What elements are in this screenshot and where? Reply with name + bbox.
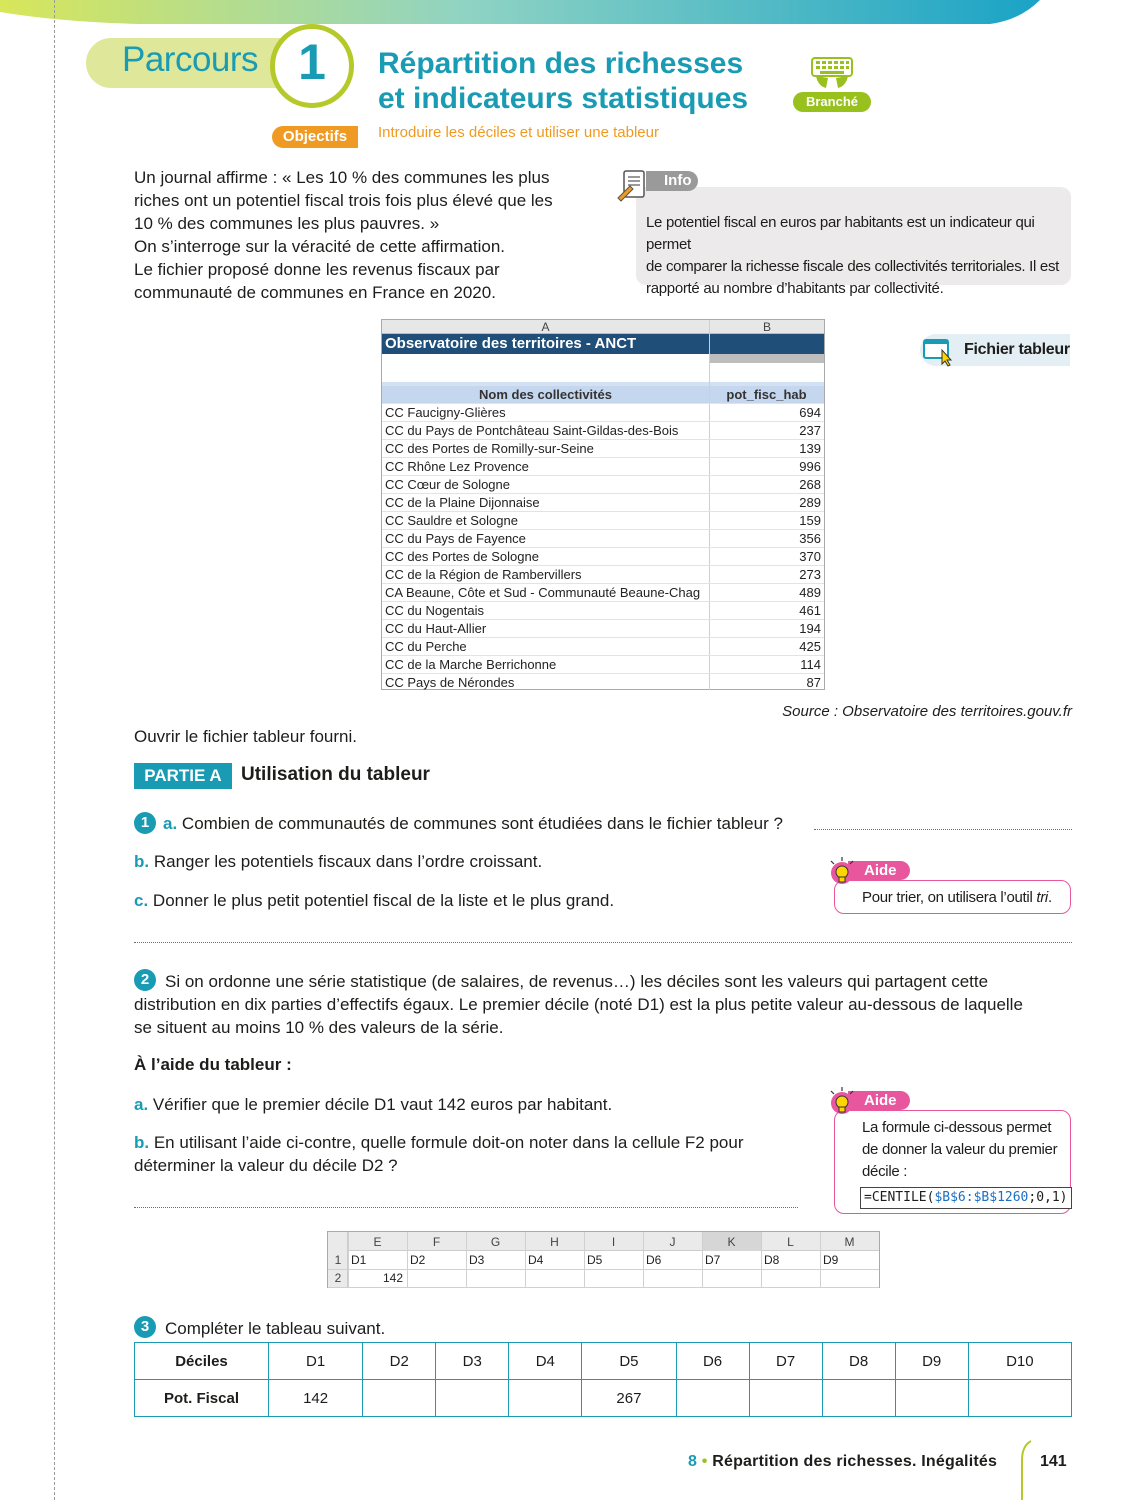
question-1a: [163, 812, 783, 835]
question-1c: [134, 889, 614, 912]
title-line-2: et indicateurs statistiques: [378, 82, 749, 115]
collectivity-name: CC de la Région de Rambervillers: [385, 567, 582, 582]
table-row: [382, 403, 824, 421]
grid-line: [525, 1232, 526, 1287]
question-2b: [134, 1131, 744, 1177]
collectivity-name: CC Cœur de Sologne: [385, 477, 510, 492]
collectivity-name: CC Rhône Lez Provence: [385, 459, 529, 474]
table-row: [382, 673, 824, 691]
decile-value[interactable]: [509, 1380, 582, 1417]
answer-line[interactable]: [814, 829, 1072, 830]
chapter-title: Répartition des richesses. Inégalités: [712, 1453, 998, 1470]
value-row-label: Pot. Fiscal: [135, 1380, 269, 1417]
aide-2-line: décile :: [862, 1163, 908, 1180]
table-row: [382, 583, 824, 601]
q2b-text: En utilisant l’aide ci-contre, quelle formule doit-on noter dans la cellule F2 pour: [153, 1133, 744, 1152]
decile-value[interactable]: [968, 1380, 1071, 1417]
chapter-separator: •: [701, 1453, 708, 1470]
objectives-badge: Objectifs: [272, 126, 358, 148]
question-2-text: [134, 970, 1074, 1039]
q1a-text: Combien de communautés de communes sont étudiées dans le fichier tableur ?: [181, 814, 783, 833]
table-row: [382, 547, 824, 565]
grid-line: [702, 1232, 703, 1287]
aide-text-2: [862, 1117, 1057, 1183]
decile-header: D1: [269, 1343, 363, 1380]
decile-value[interactable]: [822, 1380, 895, 1417]
question-2-number: 2: [134, 969, 156, 991]
q1a-label: a.: [163, 814, 178, 833]
fiscal-potential: 461: [799, 603, 821, 618]
info-text: [646, 212, 1064, 300]
page-divider: [1020, 1440, 1032, 1500]
lightbulb-icon: [826, 1086, 858, 1118]
decile-row-label: Déciles: [135, 1343, 269, 1380]
fiscal-potential: 996: [799, 459, 821, 474]
question-3-number: 3: [134, 1316, 156, 1338]
decile-header-cell[interactable]: D2: [410, 1253, 426, 1267]
collectivity-name: CC Sauldre et Sologne: [385, 513, 518, 528]
decile-header: D6: [676, 1343, 749, 1380]
collectivity-name: CC du Perche: [385, 639, 467, 654]
info-line: Le potentiel fiscal en euros par habitants est un indicateur qui permet: [646, 214, 1035, 253]
decile-header-cell[interactable]: D5: [587, 1253, 603, 1267]
formula-end: ;0,1): [1028, 1190, 1068, 1205]
page-number: 141: [1040, 1453, 1067, 1470]
grid-line: [761, 1232, 762, 1287]
formula-range: $B$6:$B$1260: [934, 1190, 1029, 1205]
collectivity-name: CC Faucigny-Glières: [385, 405, 506, 420]
page-title: [378, 46, 778, 116]
column-header: J: [669, 1235, 676, 1249]
fiscal-potential: 370: [799, 549, 821, 564]
decile-header-cell[interactable]: D9: [823, 1253, 839, 1267]
collectivity-name: CC des Portes de Sologne: [385, 549, 539, 564]
q2b-label: b.: [134, 1133, 150, 1152]
table-row: [382, 493, 824, 511]
column-header: K: [727, 1235, 736, 1249]
gray-cell: [709, 354, 824, 363]
aide-tab-label: Aide: [864, 1092, 897, 1109]
decile-header: D2: [363, 1343, 436, 1380]
table-row: [382, 421, 824, 439]
decile-value[interactable]: [895, 1380, 968, 1417]
decile-header-cell[interactable]: D3: [469, 1253, 485, 1267]
file-click-icon: [920, 336, 960, 368]
fiscal-potential: 489: [799, 585, 821, 600]
fiscal-potential: 159: [799, 513, 821, 528]
decile-header: D7: [749, 1343, 822, 1380]
q2a-label: a.: [134, 1095, 149, 1114]
row-number: 1: [334, 1253, 342, 1267]
answer-line[interactable]: [134, 942, 1072, 943]
fiscal-potential: 289: [799, 495, 821, 510]
decile-header: D10: [968, 1343, 1071, 1380]
table-row: [382, 655, 824, 673]
collectivity-name: CC des Portes de Romilly-sur-Seine: [385, 441, 594, 456]
intro-line: Un journal affirme : « Les 10 % des communes les plus: [134, 168, 550, 187]
table-row: [382, 565, 824, 583]
table-row: [382, 637, 824, 655]
fiscal-potential: 268: [799, 477, 821, 492]
decile-table: [134, 1342, 1072, 1417]
aide-1-end: .: [1047, 889, 1052, 906]
decile-value[interactable]: 267: [582, 1380, 676, 1417]
decile-header: D4: [509, 1343, 582, 1380]
q1c-text: Donner le plus petit potentiel fiscal de la liste et le plus grand.: [152, 891, 615, 910]
header-name: Nom des collectivités: [382, 386, 709, 403]
table-row: [382, 457, 824, 475]
decile-header: D3: [436, 1343, 509, 1380]
grid-line: [407, 1232, 408, 1287]
column-header: I: [611, 1235, 616, 1249]
parcours-number: 1: [298, 34, 326, 90]
fiscal-potential: 273: [799, 567, 821, 582]
decile-value[interactable]: [436, 1380, 509, 1417]
q2a-text: Vérifier que le premier décile D1 vaut 142 euros par habitant.: [152, 1095, 613, 1114]
decile-header-cell[interactable]: D7: [705, 1253, 721, 1267]
mode-badge: Branché: [793, 92, 871, 112]
fiscal-potential: 139: [799, 441, 821, 456]
info-line: rapporté au nombre d’habitants par collectivité.: [646, 280, 944, 297]
with-sheet-heading: À l’aide du tableur :: [134, 1055, 292, 1074]
decile-value[interactable]: [363, 1380, 436, 1417]
fiscal-potential: 114: [800, 657, 821, 672]
formula-start: =CENTILE(: [864, 1190, 935, 1205]
fiscal-potential: 87: [806, 675, 821, 690]
intro-line: 10 % des communes les plus pauvres. »: [134, 214, 440, 233]
grid-line: [328, 1287, 879, 1288]
answer-line[interactable]: [134, 1207, 798, 1208]
column-header-a: A: [382, 320, 709, 334]
fiscal-potential: 425: [799, 639, 821, 654]
collectivity-name: CA Beaune, Côte et Sud - Communauté Beaune-Chag: [385, 585, 701, 600]
source-note: Source : Observatoire des territoires.gouv.fr: [782, 703, 1072, 720]
column-header: G: [490, 1235, 501, 1249]
grid-line: [643, 1232, 644, 1287]
decile-header: D5: [582, 1343, 676, 1380]
intro-line: On s’interroge sur la véracité de cette affirmation.: [134, 237, 506, 256]
aide-2-line: La formule ci-dessous permet: [862, 1119, 1052, 1136]
decile-header-cell[interactable]: D8: [764, 1253, 780, 1267]
question-3-text: Compléter le tableau suivant.: [165, 1319, 386, 1338]
decile-header-cell[interactable]: D4: [528, 1253, 544, 1267]
partie-badge: PARTIE A: [134, 763, 232, 789]
table-row: [382, 511, 824, 529]
q2-line: se situent au moins 10 % des valeurs de la série.: [134, 1018, 504, 1037]
chapter-number: 8: [688, 1453, 698, 1470]
spreadsheet-preview: [381, 319, 825, 690]
collectivity-name: CC de la Marche Berrichonne: [385, 657, 557, 672]
aide-text-1: [862, 887, 1052, 909]
question-1b: [134, 850, 542, 873]
decile-value[interactable]: 142: [269, 1380, 363, 1417]
grid-line: [584, 1232, 585, 1287]
aide-1-italic: tri: [1036, 889, 1048, 906]
grid-line: [328, 1269, 879, 1270]
collectivity-name: CC du Pays de Pontchâteau Saint-Gildas-des-Bois: [385, 423, 679, 438]
intro-line: riches ont un potentiel fiscal trois fois plus élevé que les: [134, 191, 553, 210]
decile-header-cell[interactable]: D1: [351, 1253, 367, 1267]
table-row: [382, 475, 824, 493]
collectivity-name: CC Pays de Nérondes: [385, 675, 515, 690]
intro-line: Le fichier proposé donne les revenus fiscaux par: [134, 260, 500, 279]
collectivity-name: CC du Nogentais: [385, 603, 484, 618]
fiscal-potential: 237: [799, 423, 821, 438]
collectivity-name: CC du Pays de Fayence: [385, 531, 526, 546]
sheet-title: Observatoire des territoires - ANCT: [382, 334, 824, 354]
fichier-tableur-label[interactable]: Fichier tableur: [964, 341, 1070, 358]
formula-cell[interactable]: [860, 1187, 1072, 1209]
decile-header-cell[interactable]: D6: [646, 1253, 662, 1267]
decile-value[interactable]: [749, 1380, 822, 1417]
column-header: F: [432, 1235, 441, 1249]
decile-value[interactable]: [676, 1380, 749, 1417]
footer-chapter: [688, 1453, 997, 1471]
objectives-text: Introduire les déciles et utiliser une tableur: [378, 124, 659, 141]
column-header: E: [373, 1235, 382, 1249]
question-2a: [134, 1093, 612, 1116]
top-banner: [0, 0, 1125, 26]
fiscal-potential: 694: [799, 405, 821, 420]
aide-tab-label: Aide: [864, 862, 897, 879]
partie-title: Utilisation du tableur: [241, 764, 430, 785]
table-row: [382, 619, 824, 637]
fiscal-potential: 194: [799, 621, 821, 636]
decile-sheet-preview: [327, 1231, 880, 1288]
table-row: [382, 601, 824, 619]
column-header: L: [787, 1235, 794, 1249]
decile-header: D8: [822, 1343, 895, 1380]
decile-value-cell[interactable]: 142: [382, 1271, 403, 1285]
parcours-label: Parcours: [122, 40, 259, 79]
table-row: [382, 529, 824, 547]
q2-line: Si on ordonne une série statistique (de salaires, de revenus…) les déciles sont les valeurs qui partagent cette: [165, 972, 989, 991]
column-header: M: [844, 1235, 855, 1249]
keyboard-hands-icon: [806, 52, 858, 92]
aide-1-text: Pour trier, on utilisera l’outil: [862, 889, 1037, 906]
document-pen-icon: [614, 168, 654, 202]
question-1-number: 1: [134, 812, 156, 834]
grid-line: [820, 1232, 821, 1287]
intro-paragraph: [134, 166, 584, 304]
aide-2-line: de donner la valeur du premier: [862, 1141, 1058, 1158]
collectivity-name: CC de la Plaine Dijonnaise: [385, 495, 540, 510]
header-value: pot_fisc_hab: [709, 386, 824, 403]
collectivity-name: CC du Haut-Allier: [385, 621, 487, 636]
column-header-b: B: [709, 320, 824, 334]
row-number: 2: [334, 1271, 342, 1285]
title-line-1: Répartition des richesses: [378, 47, 744, 80]
info-line: de comparer la richesse fiscale des collectivités territoriales. Il est: [646, 258, 1060, 275]
margin-guide: [54, 0, 55, 1500]
intro-line: communauté de communes en France en 2020.: [134, 283, 496, 302]
table-row: [382, 439, 824, 457]
q1b-text: Ranger les potentiels fiscaux dans l’ordre croissant.: [153, 852, 543, 871]
fiscal-potential: 356: [799, 531, 821, 546]
decile-header: D9: [895, 1343, 968, 1380]
q1c-label: c.: [134, 891, 149, 910]
q1b-label: b.: [134, 852, 150, 871]
info-tab-label: Info: [664, 172, 692, 189]
lightbulb-icon: [826, 856, 858, 888]
q2b-text: déterminer la valeur du décile D2 ?: [134, 1156, 398, 1175]
open-instruction: Ouvrir le fichier tableur fourni.: [134, 727, 357, 746]
grid-line: [466, 1232, 467, 1287]
column-header: H: [550, 1235, 559, 1249]
q2-line: distribution en dix parties d’effectifs égaux. Le premier décile (noté D1) est la plus petite valeur au-dessous de laquelle: [134, 995, 1023, 1014]
